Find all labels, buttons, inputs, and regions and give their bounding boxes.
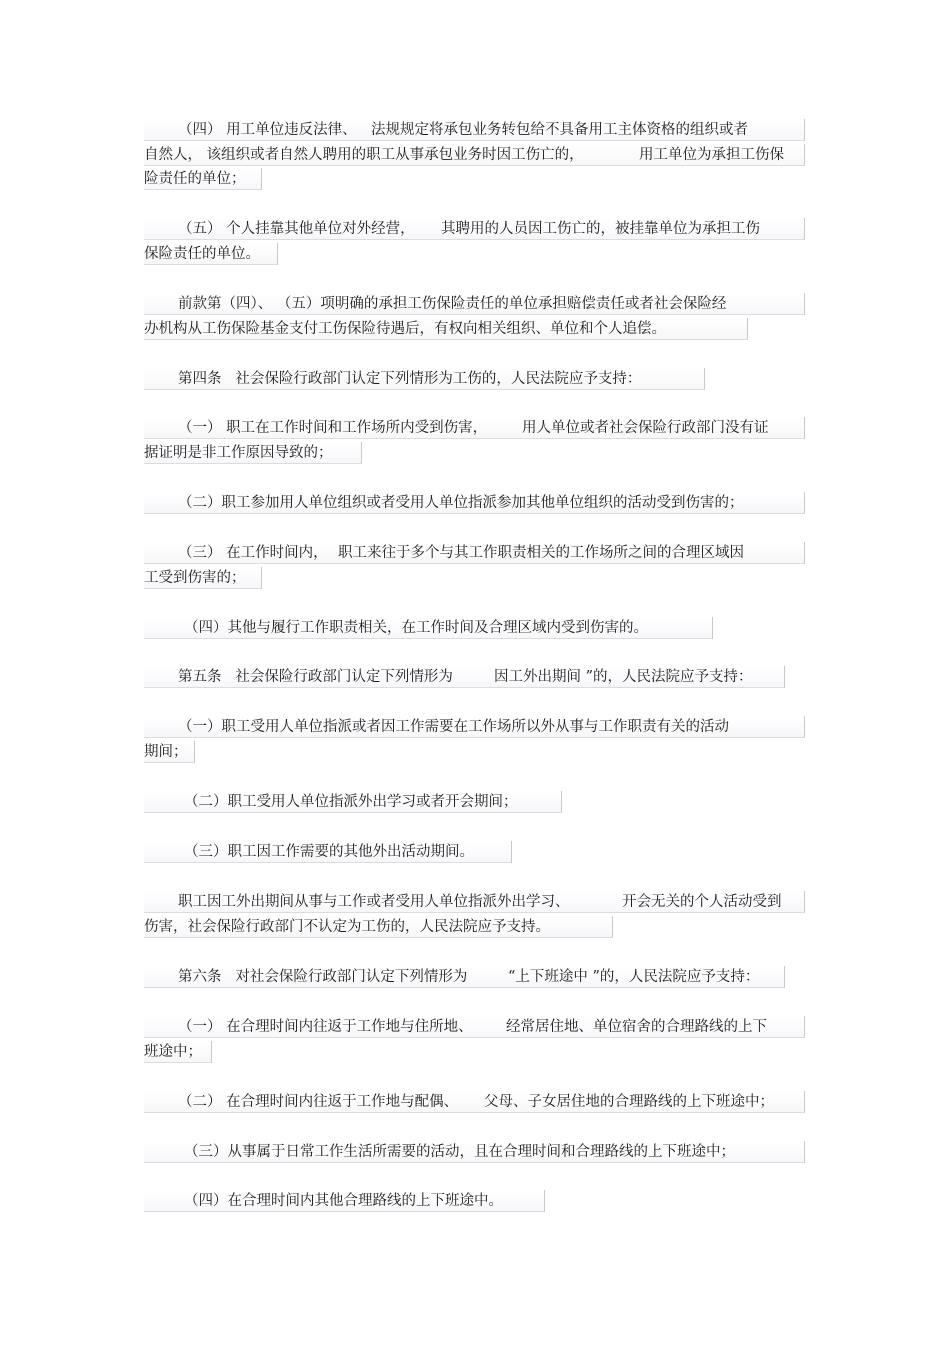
text-line: （四）在合理时间内其他合理路线的上下班途中。 [144,1190,545,1212]
text-line: 自然人， 该组织或者自然人聘用的职工从事承包业务时因工伤亡的， 用工单位为承担工伤保 [144,144,805,166]
text-line: （一）职工受用人单位指派或者因工作需要在工作场所以外从事与工作职责有关的活动 [144,716,805,738]
text-line: 职工因工外出期间从事与工作或者受用人单位指派外出学习、 开会无关的个人活动受到 [144,891,805,913]
text-line: （四） 用工单位违反法律、 法规规定将承包业务转包给不具备用工主体资格的组织或者 [144,119,805,141]
text-line: （三）从事属于日常工作生活所需要的活动，且在合理时间和合理路线的上下班途中； [144,1141,805,1163]
text-line: 据证明是非工作原因导致的； [144,442,362,464]
text-line: （一） 在合理时间内往返于工作地与住所地、 经常居住地、单位宿舍的合理路线的上下 [144,1016,805,1038]
text-line: 工受到伤害的； [144,567,262,589]
section-heading: 第六条 对社会保险行政部门认定下列情形为 “上下班途中 ”的，人民法院应予支持： [144,966,785,988]
text-line: 险责任的单位； [144,168,262,190]
text-line: （二）职工受用人单位指派外出学习或者开会期间； [144,791,562,813]
text-line: 伤害，社会保险行政部门不认定为工伤的，人民法院应予支持。 [144,916,613,938]
text-line: 班途中； [144,1041,212,1063]
text-line: （四）其他与履行工作职责相关，在工作时间及合理区域内受到伤害的。 [144,617,713,639]
section-heading: 第四条 社会保险行政部门认定下列情形为工伤的，人民法院应予支持： [144,368,705,390]
text-line: （一） 职工在工作时间和工作场所内受到伤害， 用人单位或者社会保险行政部门没有证 [144,417,805,439]
text-line: 期间； [144,741,195,763]
text-line: 保险责任的单位。 [144,243,278,265]
text-line: （五） 个人挂靠其他单位对外经营， 其聘用的人员因工伤亡的，被挂靠单位为承担工伤 [144,218,805,240]
text-line: （三）职工因工作需要的其他外出活动期间。 [144,841,512,863]
text-line: （二）职工参加用人单位组织或者受用人单位指派参加其他单位组织的活动受到伤害的； [144,492,805,514]
text-line: （三） 在工作时间内， 职工来往于多个与其工作职责相关的工作场所之间的合理区域因 [144,542,805,564]
text-line: （二） 在合理时间内往返于工作地与配偶、 父母、子女居住地的合理路线的上下班途中； [144,1091,805,1113]
section-heading: 第五条 社会保险行政部门认定下列情形为 因工外出期间 ”的，人民法院应予支持： [144,666,785,688]
text-line: 前款第（四）、 （五）项明确的承担工伤保险责任的单位承担赔偿责任或者社会保险经 [144,293,805,315]
text-line: 办机构从工伤保险基金支付工伤保险待遇后，有权向相关组织、单位和个人追偿。 [144,318,748,340]
